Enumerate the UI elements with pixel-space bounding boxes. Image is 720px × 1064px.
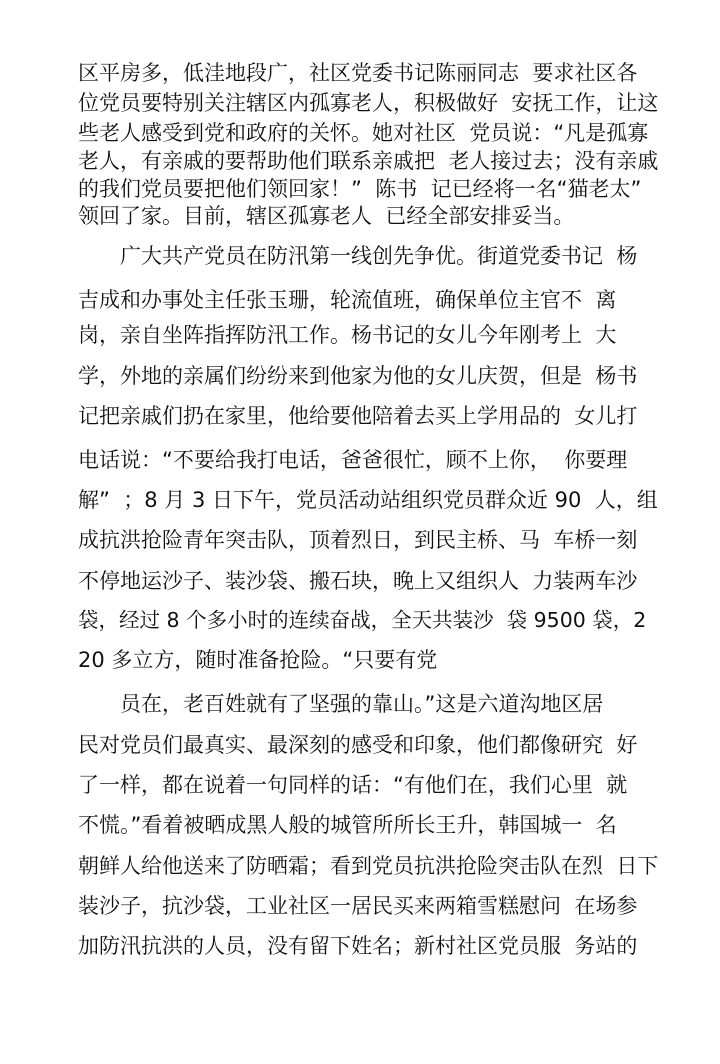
text-line: 位党员要特别关注辖区内孤寡老人，积极做好 安抚工作，让这 [78,91,659,115]
text-line: 的我们党员要把他们领回家！” 陈书 记已经将一名“猫老太” [78,177,642,201]
text-line: 些老人感受到党和政府的关怀。她对社区 党员说：“凡是孤寡 [78,121,649,145]
text-line: 区平房多，低洼地段广，社区党委书记陈丽同志 要求社区各 [78,61,638,85]
text-line: 解” ；8 月 3 日下午，党员活动站组织党员群众近 90 人，组 [78,488,658,512]
text-line: 不慌。”看着被晒成黑人般的城管所所长王升，韩国城一 名 [78,813,617,837]
text-line: 成抗洪抢险青年突击队，顶着烈日，到民主桥、马 车桥一刻 [78,528,638,552]
text-line: 领回了家。目前，辖区孤寡老人 已经全部安排妥当。 [78,204,575,228]
text-line: 学，外地的亲属们纷纷来到他家为他的女儿庆贺，但是 杨书 [78,364,638,388]
text-line: 老人，有亲戚的要帮助他们联系亲戚把 老人接过去；没有亲戚 [78,149,659,173]
text-line: 员在，老百姓就有了坚强的靠山。”这是六道沟地区居 [120,692,604,716]
text-line: 吉成和办事处主任张玉珊，轮流值班，确保单位主官不 离 [78,288,617,312]
text-line: 加防汛抗洪的人员，没有留下姓名；新村社区党员服 务站的 [78,934,638,958]
text-line: 装沙子，抗沙袋，工业社区一居民买来两箱雪糕慰问 在场参 [78,894,638,918]
text-line: 广大共产党员在防汛第一线创先争优。街道党委书记 杨 [120,244,638,268]
text-line: 20 多立方，随时准备抢险。“只要有党 [78,648,438,672]
text-line: 民对党员们最真实、最深刻的感受和印象，他们都像研究 好 [78,733,638,757]
text-line: 岗，亲自坐阵指挥防汛工作。杨书记的女儿今年刚考上 大 [78,323,617,347]
text-line: 记把亲戚们扔在家里，他给要他陪着去买上学用品的 女儿打 [78,404,638,428]
text-line: 袋，经过 8 个多小时的连续奋战，全天共装沙 袋 9500 袋，2 [78,608,647,632]
text-line: 朝鲜人给他送来了防晒霜；看到党员抗洪抢险突击队在烈 日下 [78,854,659,878]
text-line: 了一样，都在说着一句同样的话：“有他们在，我们心里 就 [78,773,628,797]
text-line: 电话说：“不要给我打电话，爸爸很忙，顾不上你， 你要理 [78,448,628,472]
text-line: 不停地运沙子、装沙袋、搬石块，晚上又组织人 力装两车沙 [78,569,638,593]
